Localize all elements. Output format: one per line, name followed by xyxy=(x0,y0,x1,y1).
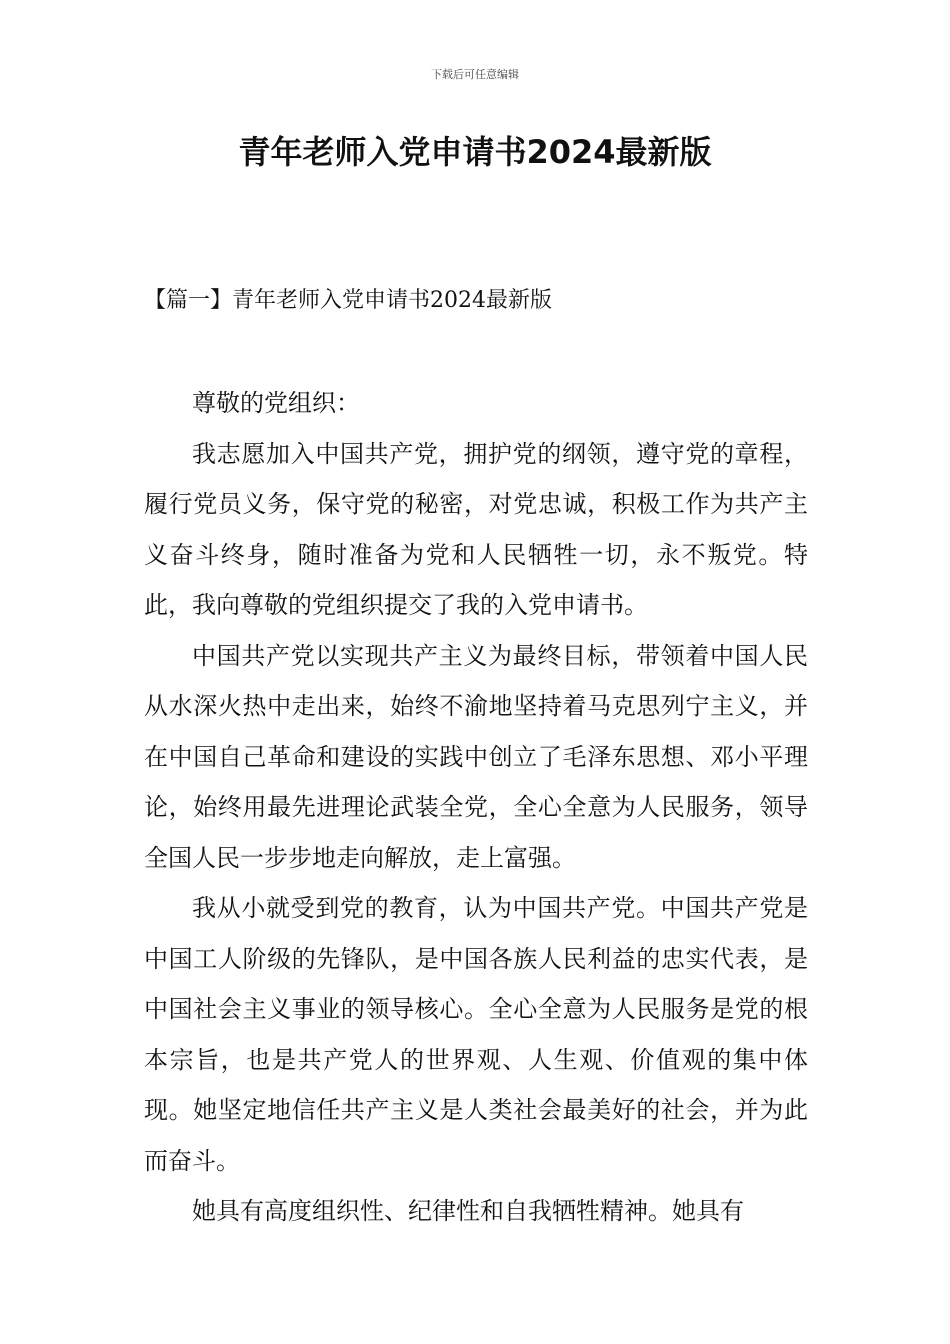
paragraph-2: 中国共产党以实现共产主义为最终目标，带领着中国人民从水深火热中走出来，始终不渝地坚持着马克思列宁主义，并在中国自己革命和建设的实践中创立了毛泽东思想、邓小平理论，始终用最先进理论武装全党，全心全意为人民服务，领导全国人民一步步地走向解放，走上富强。 xyxy=(144,641,808,872)
document-title: 青年老师入党申请书2024最新版 xyxy=(238,133,712,171)
paragraph-3: 我从小就受到党的教育，认为中国共产党。中国共产党是中国工人阶级的先锋队，是中国各族人民利益的忠实代表，是中国社会主义事业的领导核心。全心全意为人民服务是党的根本宗旨，也是共产党人的世界观、人生观、价值观的集中体现。她坚定地信任共产主义是人类社会最美好的社会，并为此而奋斗。 xyxy=(144,894,808,1175)
paragraph-1: 我志愿加入中国共产党，拥护党的纲领，遵守党的章程，履行党员义务，保守党的秘密，对党忠诚，积极工作为共产主义奋斗终身，随时准备为党和人民牺牲一切，永不叛党。特此，我向尊敬的党组织提交了我的入党申请书。 xyxy=(144,439,808,619)
section-heading: 【篇一】青年老师入党申请书2024最新版 xyxy=(144,288,552,313)
header-note: 下载后可任意编辑 xyxy=(431,68,519,81)
salutation: 尊敬的党组织： xyxy=(192,389,360,417)
document-body xyxy=(144,378,808,1237)
paragraph-4: 她具有高度组织性、纪律性和自我牺牲精神。她具有 xyxy=(192,1197,744,1225)
